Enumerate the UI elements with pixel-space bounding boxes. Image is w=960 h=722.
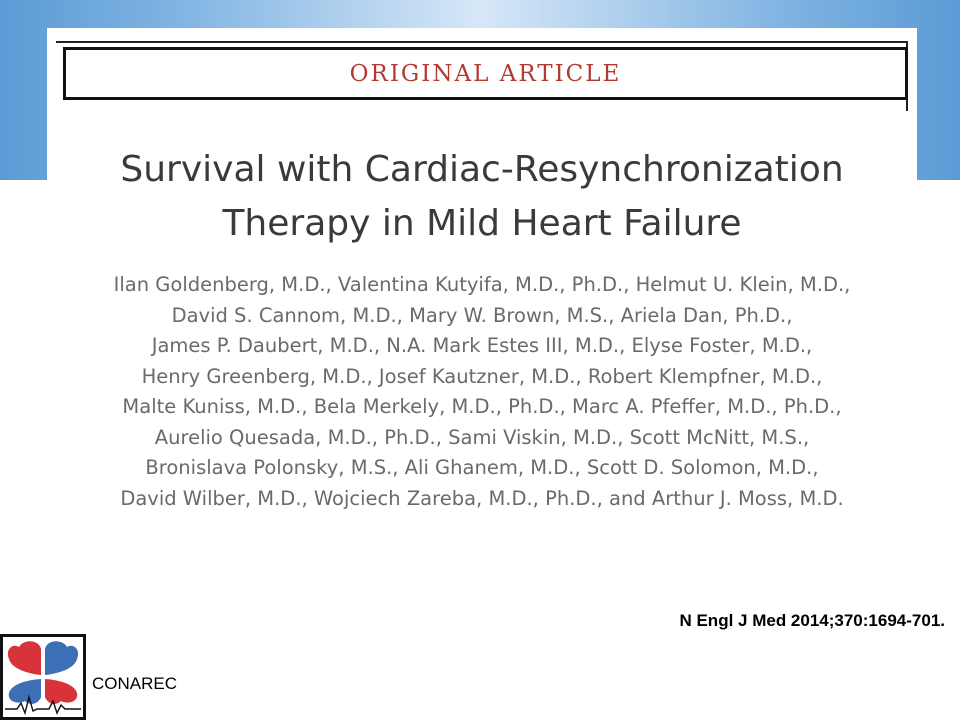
heart-ecg-logo-icon (3, 637, 83, 717)
article-image (47, 28, 917, 548)
author-line: James P. Daubert, M.D., N.A. Mark Estes III, M.D., Elyse Foster, M.D., (151, 334, 813, 357)
title-line: Therapy in Mild Heart Failure (222, 203, 742, 244)
section-label: ORIGINAL ARTICLE (349, 60, 622, 87)
article-title (47, 143, 917, 251)
author-list (47, 270, 917, 514)
author-line: Aurelio Quesada, M.D., Ph.D., Sami Viskin, M.D., Scott McNitt, M.S., (154, 425, 810, 449)
author-line: David Wilber, M.D., Wojciech Zareba, M.D., Ph.D., and Arthur J. Moss, M.D. (120, 486, 844, 510)
title-line: Survival with Cardiac-Resynchronization (120, 149, 844, 190)
citation: N Engl J Med 2014;370:1694-701. (679, 611, 945, 630)
conarec-logo (0, 634, 86, 720)
author-line: David S. Cannom, M.D., Mary W. Brown, M.S., Ariela Dan, Ph.D., (171, 303, 793, 327)
brand-name: CONAREC (92, 674, 178, 693)
author-line: Henry Greenberg, M.D., Josef Kautzner, M.D., Robert Klempfner, M.D., (141, 364, 823, 388)
author-line: Ilan Goldenberg, M.D., Valentina Kutyifa, M.D., Ph.D., Helmut U. Klein, M.D., (113, 273, 851, 296)
author-line: Bronislava Polonsky, M.S., Ali Ghanem, M.D., Scott D. Solomon, M.D., (145, 456, 819, 479)
section-header-box (63, 47, 908, 100)
author-line: Malte Kuniss, M.D., Bela Merkely, M.D., Ph.D., Marc A. Pfeffer, M.D., Ph.D., (122, 395, 842, 418)
